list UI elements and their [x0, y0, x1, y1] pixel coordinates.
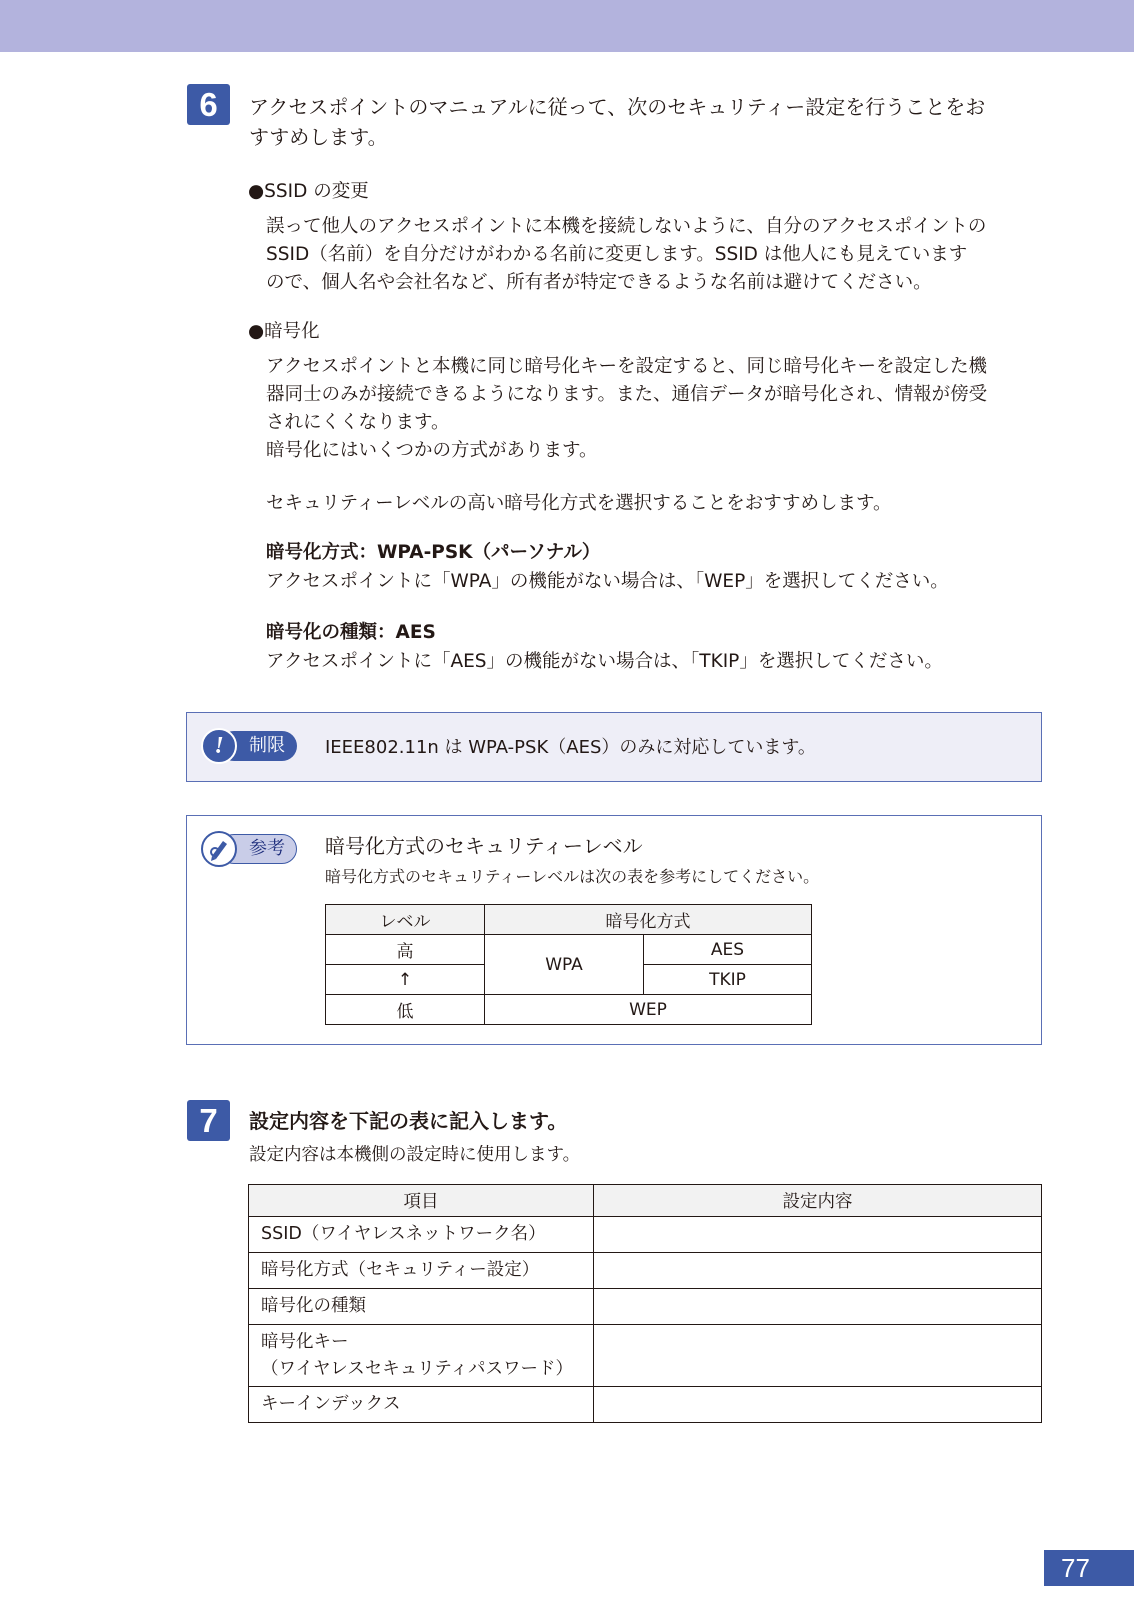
encryption-line: 暗号化にはいくつかの方式があります。 [266, 440, 598, 461]
reference-box [186, 815, 1042, 1045]
top-band [0, 0, 1134, 52]
step-6-badge: 6 [187, 84, 230, 125]
encryption-line: アクセスポイントと本機に同じ暗号化キーを設定すると、同じ暗号化キーを設定した機 [266, 356, 987, 377]
header-item: 項目 [249, 1185, 594, 1217]
table-row [249, 1325, 1042, 1387]
ssid-line: ので、個人名や会社名など、所有者が特定できるような名前は避けてください。 [266, 272, 932, 293]
restriction-text: IEEE802.11n は WPA-PSK（AES）のみに対応しています。 [325, 737, 816, 758]
pencil-hand-icon [201, 831, 237, 867]
encryption-line: されにくくなります。 [266, 412, 450, 433]
level-low: 低 [326, 995, 485, 1025]
type-note: アクセスポイントに「AES」の機能がない場合は、「TKIP」を選択してください。 [266, 651, 943, 672]
step-6-title [249, 92, 985, 152]
security-level-table [325, 904, 812, 1025]
row-value-cell[interactable] [594, 1253, 1042, 1289]
step-7-desc: 設定内容は本機側の設定時に使用します。 [249, 1145, 581, 1165]
row-label: SSID（ワイヤレスネットワーク名） [249, 1217, 594, 1253]
method-wep: WEP [485, 995, 812, 1025]
table-row [249, 1289, 1042, 1325]
reference-title: 暗号化方式のセキュリティーレベル [325, 834, 643, 858]
step-6-title-line2: すすめします。 [249, 125, 388, 149]
row-label: 暗号化方式（セキュリティー設定） [249, 1253, 594, 1289]
step-6-title-line1: アクセスポイントのマニュアルに従って、次のセキュリティー設定を行うことをお [249, 95, 986, 119]
encryption-paragraph [266, 353, 1041, 465]
ssid-heading: ●SSID の変更 [248, 181, 369, 202]
encryption-heading: ●暗号化 [248, 321, 320, 342]
table-row [249, 1253, 1042, 1289]
row-value-cell[interactable] [594, 1387, 1042, 1423]
method-aes: AES [644, 935, 812, 965]
ssid-paragraph [266, 213, 1041, 297]
table-row [249, 1387, 1042, 1423]
restriction-label: 制限 [219, 731, 297, 761]
settings-table [248, 1184, 1042, 1423]
page-number: 77 [1044, 1550, 1134, 1586]
row-value-cell[interactable] [594, 1289, 1042, 1325]
header-value: 設定内容 [594, 1185, 1042, 1217]
encryption-recommend: セキュリティーレベルの高い暗号化方式を選択することをおすすめします。 [266, 493, 892, 514]
row-label-line2: （ワイヤレスセキュリティパスワード） [261, 1358, 574, 1379]
reference-desc: 暗号化方式のセキュリティーレベルは次の表を参考にしてください。 [325, 867, 820, 886]
step-7-badge: 7 [187, 1100, 230, 1141]
header-level: レベル [326, 905, 485, 935]
table-row [249, 1217, 1042, 1253]
ssid-line: SSID（名前）を自分だけがわかる名前に変更します。SSID は他人にも見えています [266, 244, 968, 265]
method-note: アクセスポイントに「WPA」の機能がない場合は、「WEP」を選択してください。 [266, 571, 949, 592]
reference-label: 参考 [219, 834, 297, 864]
row-label: キーインデックス [249, 1387, 594, 1423]
method-heading: 暗号化方式：WPA-PSK（パーソナル） [266, 542, 601, 563]
row-value-cell[interactable] [594, 1217, 1042, 1253]
level-arrow: ↑ [326, 965, 485, 995]
row-label-line1: 暗号化キー [261, 1331, 349, 1352]
row-label: 暗号化の種類 [249, 1289, 594, 1325]
type-heading: 暗号化の種類：AES [266, 622, 436, 643]
row-value-cell[interactable] [594, 1325, 1042, 1387]
ssid-line: 誤って他人のアクセスポイントに本機を接続しないように、自分のアクセスポイントの [266, 216, 987, 237]
step-7-title: 設定内容を下記の表に記入します。 [249, 1109, 568, 1133]
level-high: 高 [326, 935, 485, 965]
encryption-line: 器同士のみが接続できるようになります。また、通信データが暗号化され、情報が傍受 [266, 384, 988, 405]
row-label [249, 1325, 594, 1387]
exclamation-icon: ! [201, 728, 237, 764]
restriction-box [186, 712, 1042, 782]
method-wpa: WPA [485, 935, 644, 995]
header-method: 暗号化方式 [485, 905, 812, 935]
method-tkip: TKIP [644, 965, 812, 995]
